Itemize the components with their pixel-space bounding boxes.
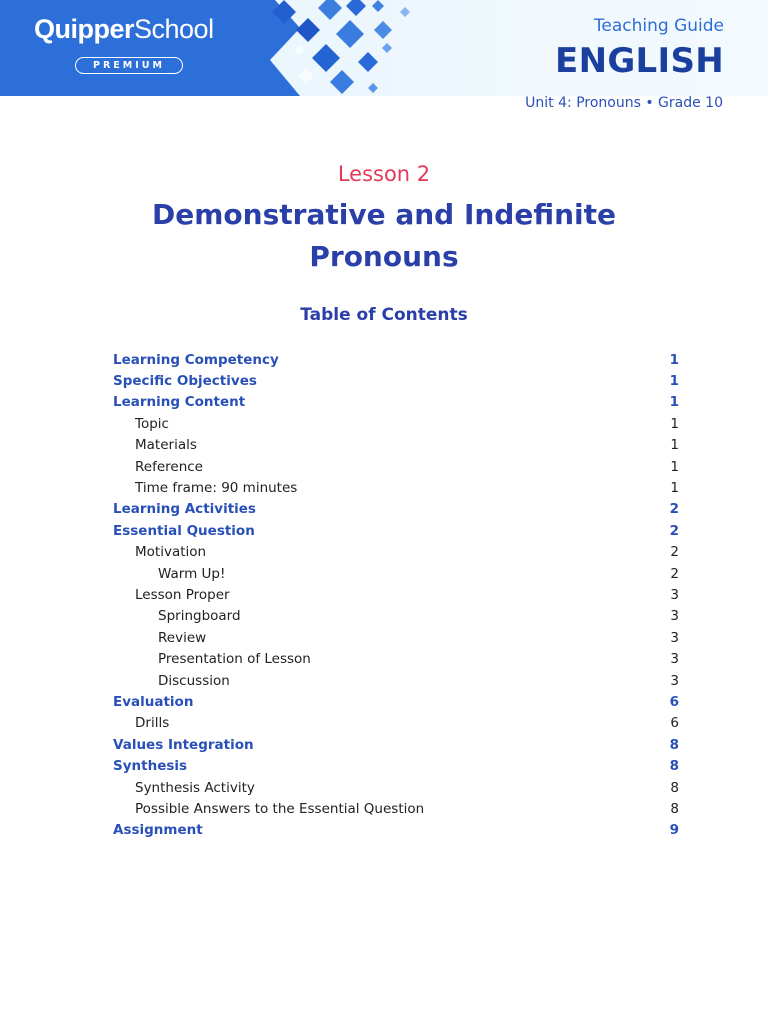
toc-entry-label: Discussion — [158, 672, 230, 689]
toc-entry-label: Specific Objectives — [113, 373, 257, 390]
toc-entry[interactable] — [113, 798, 679, 819]
toc-entry-label: Learning Activities — [113, 501, 256, 518]
toc-entry-label: Values Integration — [113, 736, 254, 753]
toc-entry-label: Synthesis — [113, 758, 188, 775]
toc-entry-page: 6 — [669, 693, 679, 710]
toc-entry[interactable] — [113, 606, 679, 627]
toc-entry-page: 9 — [669, 822, 679, 839]
brand-name-light: School — [134, 14, 214, 44]
lesson-title-line-1: Demonstrative and Indefinite — [152, 198, 616, 231]
toc-entry[interactable] — [113, 349, 679, 370]
toc-entry-label: Materials — [135, 437, 197, 454]
toc-entry-label: Presentation of Lesson — [158, 651, 311, 668]
toc-entry-page: 8 — [670, 800, 679, 817]
toc-entry-page: 1 — [669, 351, 679, 368]
toc-entry-label: Review — [158, 629, 207, 646]
guide-label: Teaching Guide — [593, 16, 724, 36]
toc-entry-page: 3 — [670, 672, 679, 689]
toc-entry[interactable] — [113, 370, 679, 391]
toc-entry[interactable] — [113, 456, 679, 477]
toc-entry-page: 3 — [670, 651, 679, 668]
page-header — [0, 0, 768, 96]
table-of-contents — [113, 349, 679, 841]
toc-entry-label: Assignment — [113, 822, 203, 839]
toc-entry-label: Lesson Proper — [135, 586, 230, 603]
toc-entry-label: Motivation — [135, 544, 207, 561]
toc-entry[interactable] — [113, 777, 679, 798]
toc-entry-page: 2 — [670, 565, 679, 582]
toc-entry-page: 6 — [670, 715, 679, 732]
toc-entry-page: 8 — [669, 736, 679, 753]
brand-logo — [34, 14, 214, 45]
toc-entry[interactable] — [113, 413, 679, 434]
toc-entry-page: 2 — [670, 544, 679, 561]
toc-entry[interactable] — [113, 648, 679, 669]
toc-entry-label: Essential Question — [113, 522, 255, 539]
toc-entry[interactable] — [113, 713, 679, 734]
toc-entry[interactable] — [113, 670, 679, 691]
toc-entry-page: 8 — [670, 779, 679, 796]
toc-entry-page: 1 — [670, 415, 679, 432]
toc-entry[interactable] — [113, 584, 679, 605]
toc-entry-page: 3 — [670, 608, 679, 625]
toc-entry-page: 3 — [670, 629, 679, 646]
toc-title: Table of Contents — [300, 305, 468, 325]
toc-entry[interactable] — [113, 435, 679, 456]
toc-entry-label: Springboard — [158, 608, 241, 625]
toc-entry[interactable] — [113, 820, 679, 841]
toc-entry-label: Learning Competency — [113, 351, 279, 368]
toc-entry[interactable] — [113, 392, 679, 413]
toc-entry-page: 1 — [669, 373, 679, 390]
toc-entry-label: Learning Content — [113, 394, 246, 411]
toc-entry-label: Possible Answers to the Essential Question — [135, 800, 425, 817]
toc-entry[interactable] — [113, 520, 679, 541]
toc-entry-label: Time frame: 90 minutes — [135, 480, 298, 497]
toc-entry[interactable] — [113, 734, 679, 755]
toc-entry-label: Warm Up! — [158, 565, 226, 582]
subject-title: ENGLISH — [555, 41, 724, 81]
toc-entry[interactable] — [113, 542, 679, 563]
toc-entry-page: 3 — [670, 586, 679, 603]
toc-entry-label: Topic — [135, 415, 169, 432]
toc-entry-page: 2 — [669, 501, 679, 518]
unit-grade-line: Unit 4: Pronouns • Grade 10 — [525, 95, 723, 111]
toc-entry[interactable] — [113, 477, 679, 498]
toc-entry-page: 2 — [669, 522, 679, 539]
toc-entry[interactable] — [113, 755, 679, 776]
toc-entry[interactable] — [113, 691, 679, 712]
brand-name-bold: Quipper — [34, 14, 135, 44]
toc-entry-page: 1 — [669, 394, 679, 411]
toc-entry-label: Reference — [135, 458, 203, 475]
toc-entry[interactable] — [113, 499, 679, 520]
toc-entry-page: 8 — [669, 758, 679, 775]
toc-entry[interactable] — [113, 563, 679, 584]
toc-entry-page: 1 — [670, 437, 679, 454]
toc-entry-label: Evaluation — [113, 693, 194, 710]
toc-entry[interactable] — [113, 627, 679, 648]
premium-badge: PREMIUM — [75, 57, 183, 74]
toc-entry-page: 1 — [670, 458, 679, 475]
lesson-title-line-2: Pronouns — [309, 240, 459, 273]
lesson-number: Lesson 2 — [337, 162, 431, 186]
toc-entry-label: Synthesis Activity — [135, 779, 255, 796]
lesson-title — [84, 194, 684, 278]
toc-entry-page: 1 — [670, 480, 679, 497]
toc-entry-label: Drills — [135, 715, 170, 732]
